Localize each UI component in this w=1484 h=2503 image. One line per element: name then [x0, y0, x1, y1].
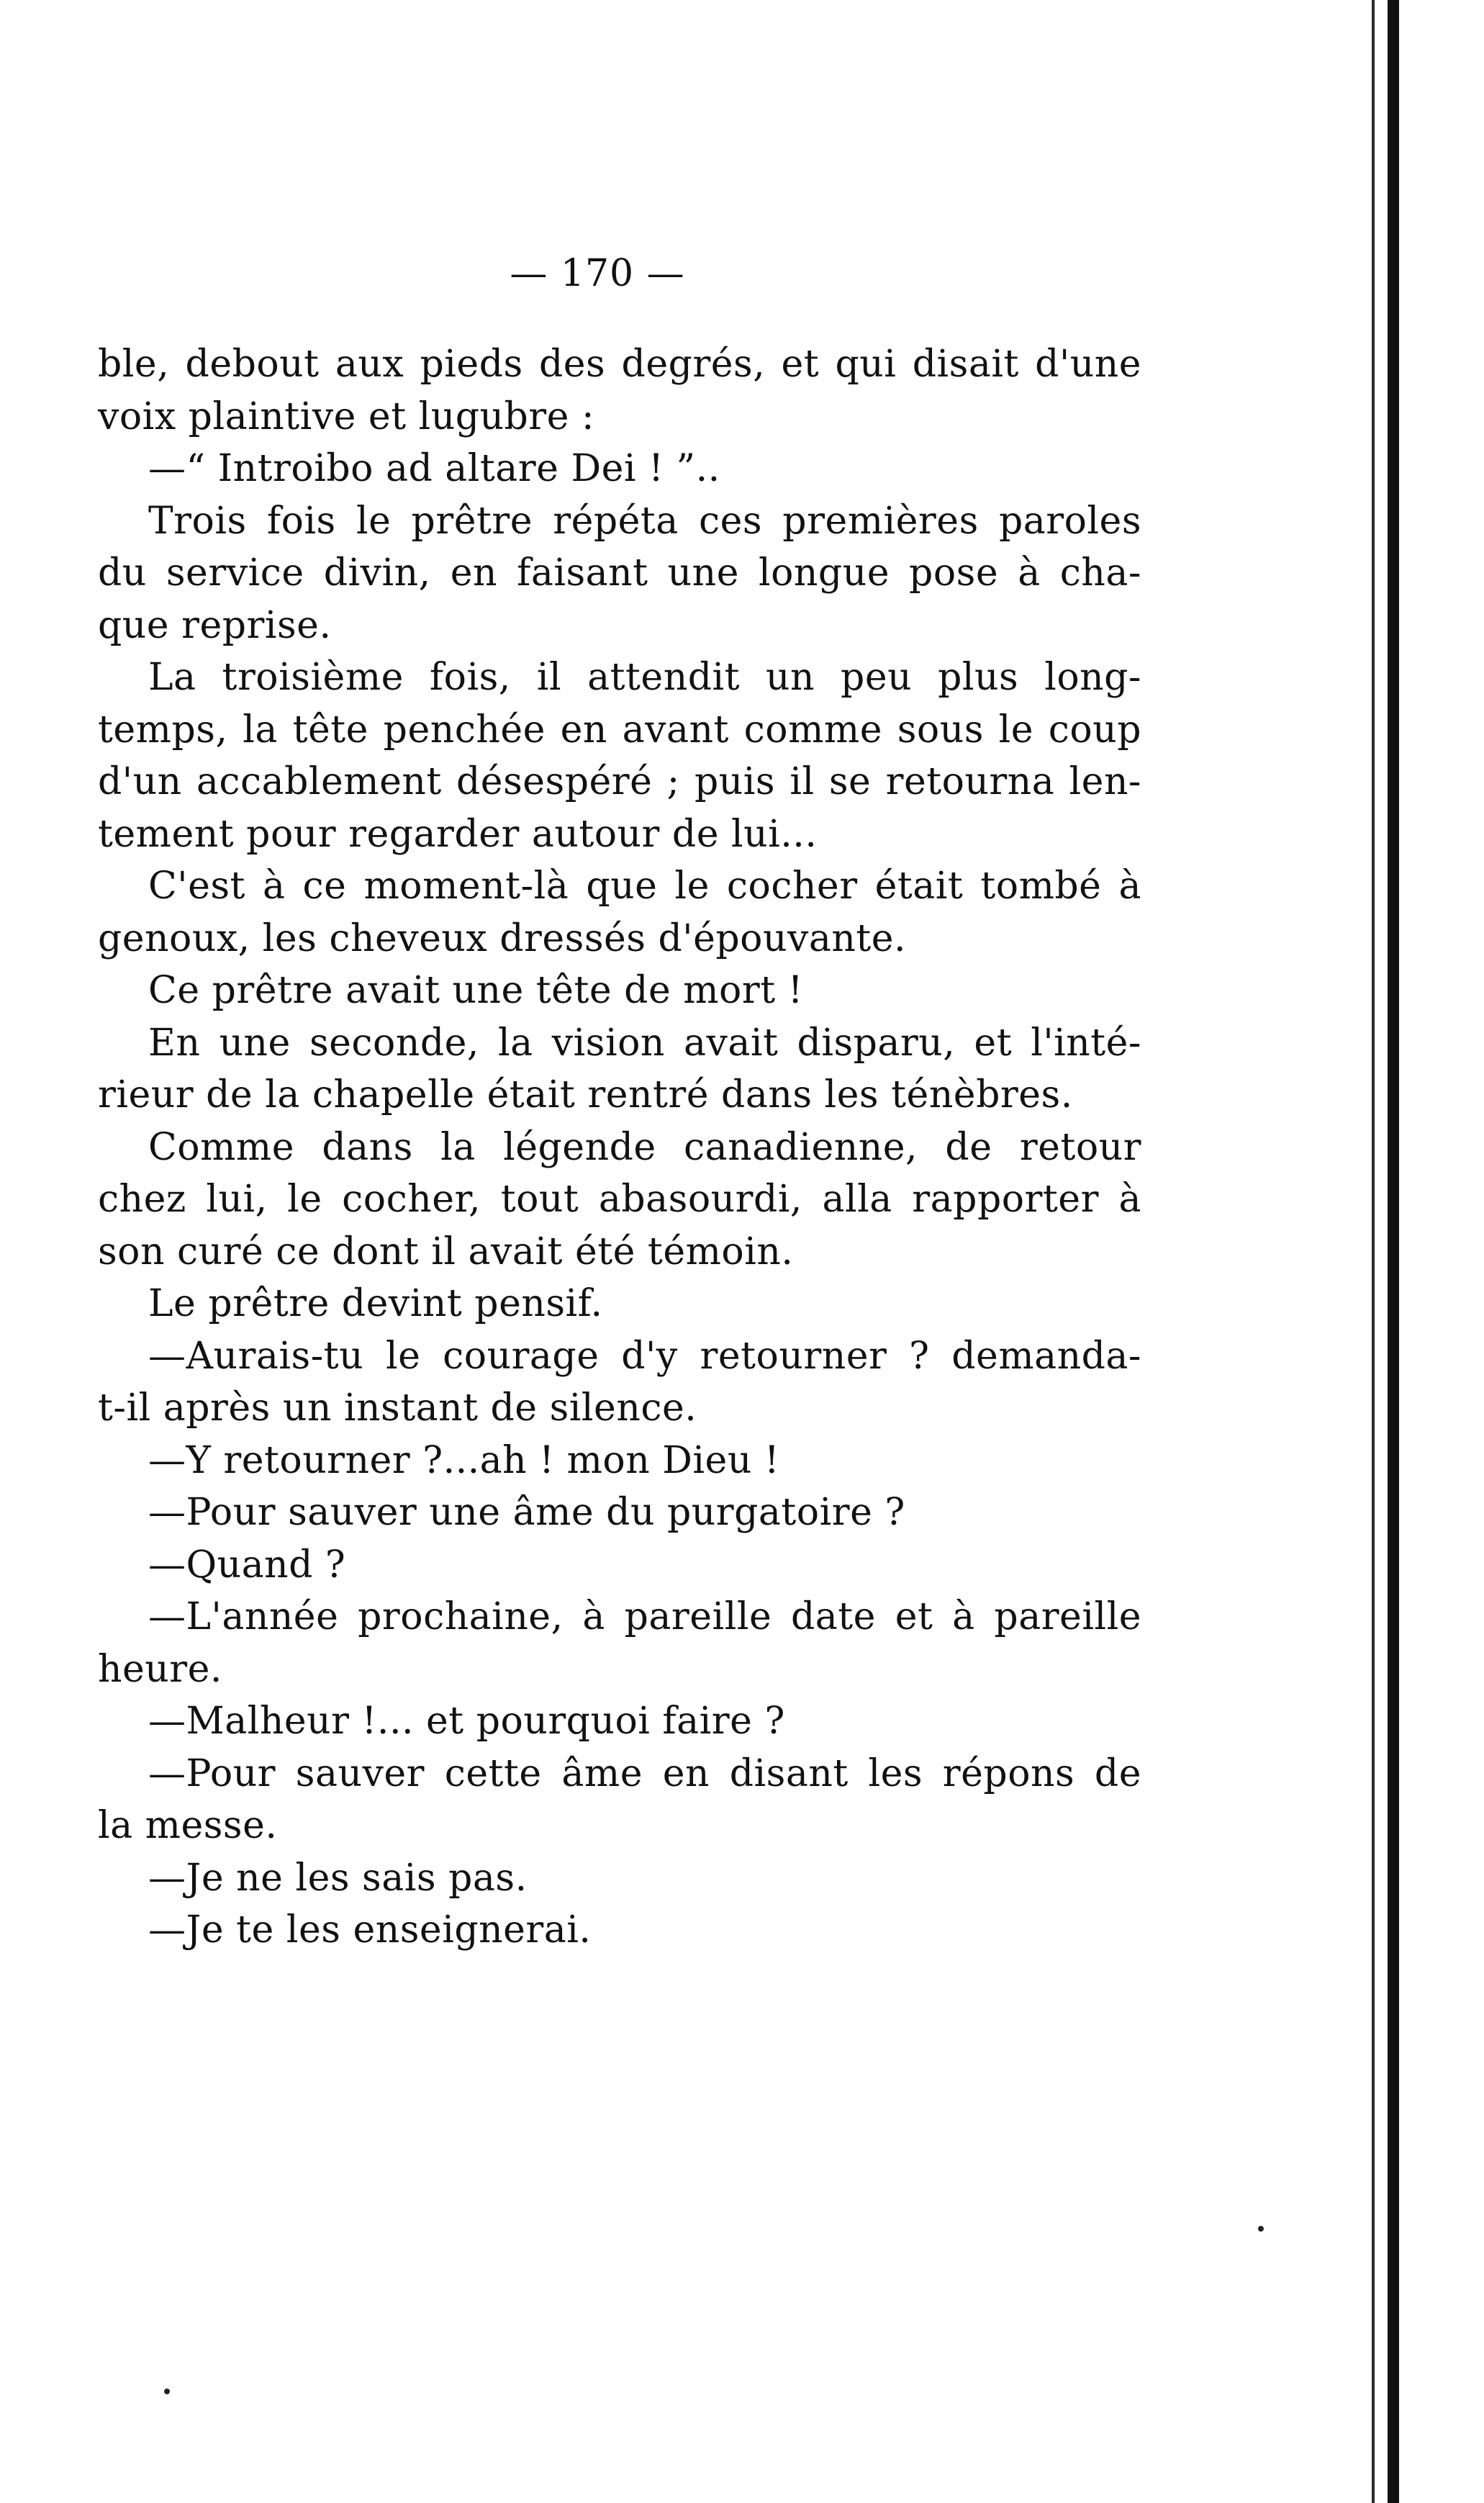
- body-text: [98, 338, 1141, 1957]
- text-line: voix plaintive et lugubre :: [98, 394, 594, 438]
- text-line: —Pour sauver cette âme en disant les répons de: [148, 1751, 1141, 1795]
- text-line: C'est à ce moment-là que le cocher était tombé à: [148, 865, 1141, 908]
- text-line: tement pour regarder autour de lui...: [98, 812, 818, 856]
- text-line: —“ Introibo ad altare Dei ! ”..: [148, 447, 720, 490]
- ink-speck: [164, 2389, 170, 2394]
- text-line: du service divin, en faisant une longue pose à cha-: [98, 551, 1141, 595]
- page-number: — 170 —: [510, 252, 685, 295]
- text-line: heure.: [98, 1647, 222, 1691]
- page-edge-line: [1372, 0, 1375, 2503]
- text-line: Le prêtre devint pensif.: [148, 1282, 603, 1325]
- text-line: —Aurais-tu le courage d'y retourner ? demanda-: [148, 1334, 1141, 1378]
- text-line: Comme dans la légende canadienne, de retour: [148, 1125, 1141, 1169]
- text-line: rieur de la chapelle était rentré dans les ténèbres.: [98, 1073, 1073, 1117]
- text-line: —Pour sauver une âme du purgatoire ?: [148, 1491, 905, 1534]
- text-line: temps, la tête penchée en avant comme sous le coup: [98, 708, 1141, 752]
- text-line: d'un accablement désespéré ; puis il se retourna len-: [98, 760, 1141, 803]
- text-line: chez lui, le cocher, tout abasourdi, alla rapporter à: [98, 1178, 1141, 1221]
- text-line: Trois fois le prêtre répéta ces premières paroles: [148, 499, 1141, 543]
- text-line: La troisième fois, il attendit un peu plus long-: [148, 656, 1141, 699]
- text-line: son curé ce dont il avait été témoin.: [98, 1230, 794, 1273]
- text-line: En une seconde, la vision avait disparu, et l'inté-: [148, 1021, 1141, 1065]
- ink-speck: [1258, 2226, 1264, 2232]
- text-line: Ce prêtre avait une tête de mort !: [148, 969, 804, 1012]
- text-line: genoux, les cheveux dressés d'épouvante.: [98, 916, 907, 960]
- text-line: —Y retourner ?...ah ! mon Dieu !: [148, 1438, 780, 1482]
- text-line: —Malheur !... et pourquoi faire ?: [148, 1700, 785, 1743]
- text-line: t-il après un instant de silence.: [98, 1386, 697, 1430]
- text-line: —Je ne les sais pas.: [148, 1856, 528, 1900]
- text-line: —Quand ?: [148, 1543, 346, 1587]
- text-line: —Je te les enseignerai.: [148, 1908, 592, 1952]
- text-line: ble, debout aux pieds des degrés, et qui disait d'une: [98, 343, 1141, 386]
- text-line: —L'année prochaine, à pareille date et à pareille: [148, 1595, 1141, 1638]
- page-edge-border: [1388, 0, 1399, 2503]
- text-line: que reprise.: [98, 603, 332, 647]
- text-line: la messe.: [98, 1804, 278, 1847]
